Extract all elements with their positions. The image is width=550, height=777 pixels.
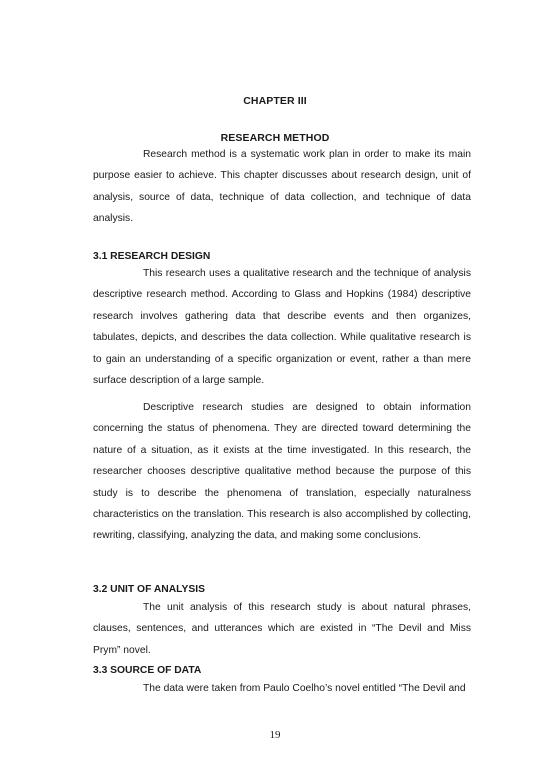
section-heading-research-design: 3.1 RESEARCH DESIGN xyxy=(93,251,211,262)
section-heading-source-of-data: 3.3 SOURCE OF DATA xyxy=(93,665,202,676)
section-heading-unit-of-analysis: 3.2 UNIT OF ANALYSIS xyxy=(93,584,205,595)
chapter-label: CHAPTER III xyxy=(243,95,307,107)
research-design-paragraph-2: Descriptive research studies are designed to obtain information concerning the status of phenomena. They are directed toward determining the nature of a situation, as it exists at the time investigated. In this research, the researcher chooses descriptive qualitative method because the purpose of this study is to describe the phenomena of translation, especially naturalness characteristics on the translation. This research is also accomplished by collecting, rewriting, classifying, analyzing the data, and making some conclusions. xyxy=(93,402,471,542)
source-of-data-paragraph: The data were taken from Paulo Coelho’s novel entitled “The Devil and xyxy=(143,683,466,694)
page-number: 19 xyxy=(269,729,281,741)
unit-of-analysis-paragraph: The unit analysis of this research study is about natural phrases, clauses, sentences, and utterances which are existed in “The Devil and Miss Prym” novel. xyxy=(93,602,471,656)
chapter-title: RESEARCH METHOD xyxy=(220,132,330,144)
intro-paragraph: Research method is a systematic work plan in order to make its main purpose easier to achieve. This chapter discusses about research design, unit of analysis, source of data, technique of data collection, and technique of data analysis. xyxy=(93,149,471,225)
research-design-paragraph-1: This research uses a qualitative research and the technique of analysis descriptive research method. According to Glass and Hopkins (1984) descriptive research involves gathering data that describe events and then organizes, tabulates, depicts, and describes the data collection. While qualitative research is to gain an understanding of a specific organization or event, rather a than mere surface description of a large sample. xyxy=(93,268,471,387)
